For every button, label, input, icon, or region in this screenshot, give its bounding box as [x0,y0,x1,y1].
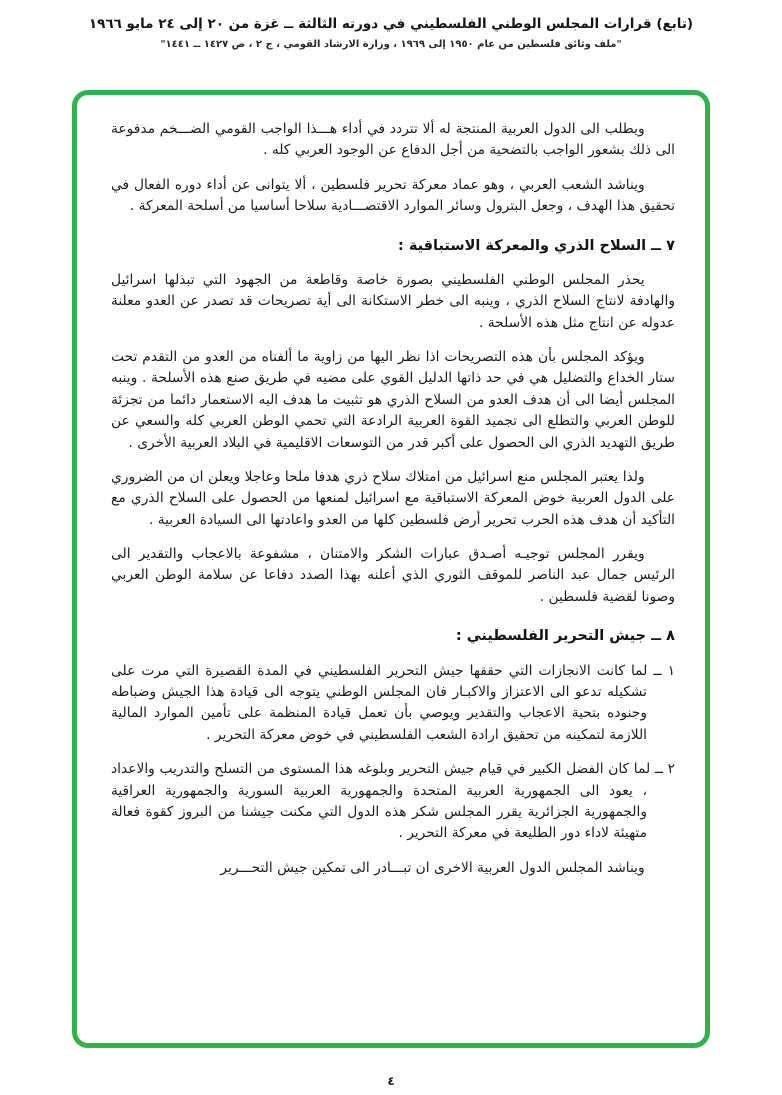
list-item: ٢ ــ لما كان الفضل الكبير في قيام جيش التحرير وبلوغه هذا المستوى من التسلح والتدريب والاعداد ، يعود الى الجمهورية العربية المتحدة والجمهورية العربية السورية والجمهورية العراقية والجمهورية الجزائرية يقرر المجلس شكر هذه الدول التي مكنت جيشنا من البروز كقوة فعالة متهيئة لاداء دور الطليعة في معركة التحرير . [111,761,675,842]
section-heading-nuclear-weapon: ٧ ــ السلاح الذري والمعركة الاستباقية : [397,237,675,254]
paragraph: ولذا يعتبر المجلس منع اسرائيل من امتلاك سلاح ذري هدفا ملحا وعاجلا ويعلن ان من الضروري على الدول العربية خوض المعركة الاستباقية مع اسرائيل لمنعها من الحصول على السلاح الذري مع التأكيد أن هدف هذه الحرب تحرير أرض فلسطين كلها من العدو واعادتها الى السيادة العربية . [111,468,675,528]
section-heading-liberation-army: ٨ ــ جيش التحرير الفلسطيني : [455,628,675,645]
document-title: (تابع) قرارات المجلس الوطني الفلسطيني في دورته الثالثة ــ غزة من ٢٠ إلى ٢٤ مايو ١٩٦٦ [88,16,694,32]
document-source-line: "ملف وثائق فلسطين من عام ١٩٥٠ إلى ١٩٦٩ ، وزارة الارشاد القومي ، ج ٢ ، ص ١٤٢٧ ــ ١٤٤١" [160,39,622,50]
paragraph: ويؤكد المجلس بأن هذه التصريحات اذا نظر اليها من زاوية ما ألفناه من العدو من التقدم تحت ستار الخداع والتضليل هي في حد ذاتها الدليل القوي على مضيه في طريق صنع هذه الأسلحة . وينبه المجلس أيضا الى أن هدف العدو من السلاح الذري هو تثبيت ما هدف اليه الاستعمار دائما من تجزئة للوطن العربي والتطلع الى تجميد القوة العربية الرادعة التي تحمي الوطن العربي كله والسعي عن طريق التهديد الذري الى الحصول على أكبر قدر من التوسعات الاقليمية في البلاد العربية الأخرى . [111,349,675,451]
paragraph: ويناشد الشعب العربي ، وهو عماد معركة تحرير فلسطين ، ألا يتوانى عن أداء دوره الفعال في تحقيق هذا الهدف ، وجعل البترول وسائر الموارد الاقتصـــادية سلاحا أساسيا من أسلحة المعركة . [111,176,675,215]
document-body [77,95,705,902]
green-border-frame [72,90,710,1048]
page-footer [0,1070,782,1089]
paragraph: ويطلب الى الدول العربية المنتجة له ألا تتردد في أداء هـــذا الواجب القومي الضـــخم مدفوعة الى ذلك بشعور الواجب بالتضحية من أجل الدفاع عن الوجود العربي كله . [111,121,675,159]
page-number: ٤ [387,1074,395,1088]
paragraph: ويناشد المجلس الدول العربية الاخرى ان تبـــادر الى تمكين جيش التحـــرير [220,859,645,876]
list-item: ١ ــ لما كانت الانجازات التي حققها جيش التحرير الفلسطيني في المدة القصيرة التي مرت على تشكيله تدعو الى الاعتزاز والاكبـار فان المجلس الوطني يتوجه الى قيادة هذا الجيش وضباطه وجنوده بتحية الاعجاب والتقدير ويوصي بأن تعمل قيادة المنظمة على تأمين الموارد المالية اللازمة لتمكينه من تحقيق ارادة الشعب الفلسطيني في خوض معركة التحرير . [111,662,675,743]
paragraph: يحذر المجلس الوطني الفلسطيني بصورة خاصة وقاطعة من الجهود التي تبذلها اسرائيل والهادفة لانتاج السلاح الذري ، وينبه الى خطر الاستكانة الى أية تصريحات قد تصدر عن العدو معلنة عدوله عن انتاج مثل هذه الأسلحة . [111,271,675,331]
paragraph: ويقرر المجلس توجيـه أصـدق عبارات الشكر والامتنان ، مشفوعة بالاعجاب والتقدير الى الرئيس جمال عبد الناصر للموقف الثوري الذي أعلنه بهذا الصدد دفاعا عن سلامة الوطن العربي وصونا لقضية فلسطين . [111,546,675,605]
document-header [0,16,782,50]
